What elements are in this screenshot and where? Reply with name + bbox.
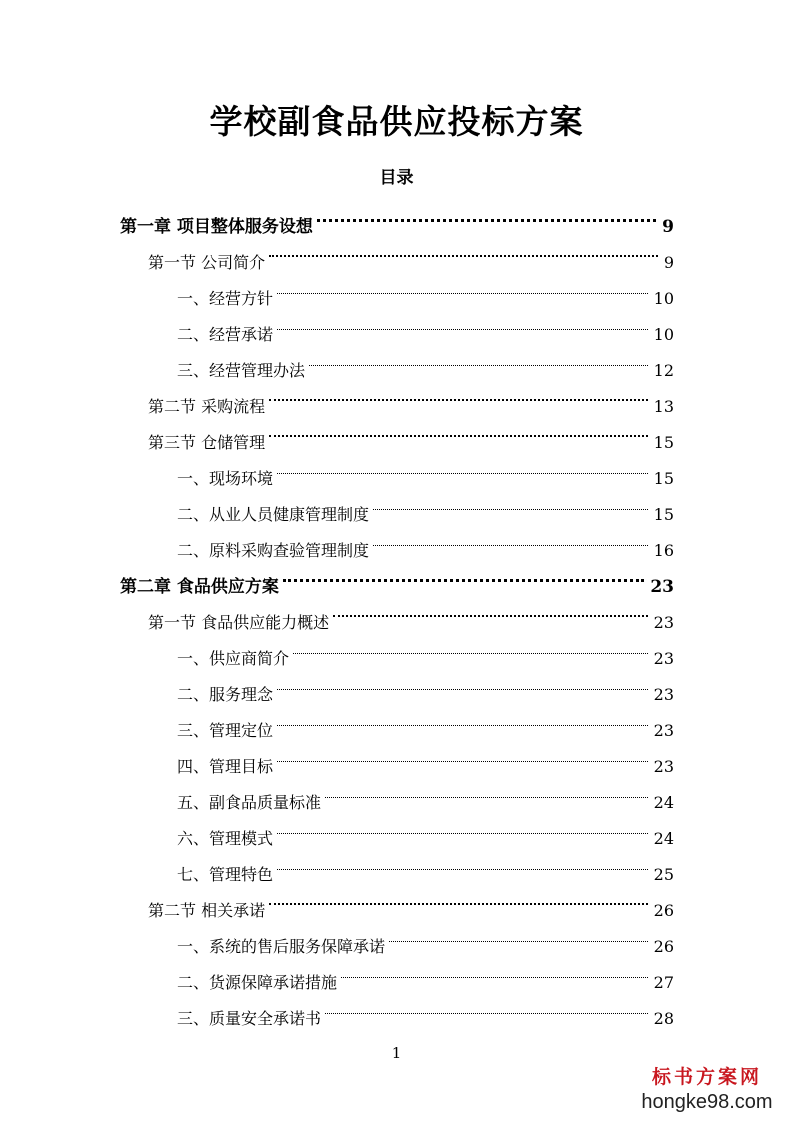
toc-dot-leader: [269, 376, 648, 412]
toc-entry-level-3[interactable]: [177, 340, 674, 380]
toc-entry-level-3[interactable]: [177, 736, 674, 776]
toc-entry-page-number: 15: [653, 433, 674, 452]
toc-entry-level-3[interactable]: [177, 844, 674, 884]
toc-entry-page-number: 23: [653, 649, 674, 668]
toc-entry-page-number: 15: [653, 469, 674, 488]
toc-dot-leader: [333, 592, 648, 628]
toc-entry-level-2[interactable]: [148, 232, 674, 272]
toc-entry-text: 一、经营方针: [177, 289, 274, 308]
toc-entry-text: 一、现场环境: [177, 469, 274, 488]
toc-entry-text: 一、系统的售后服务保障承诺: [177, 937, 386, 956]
toc-heading: 目录: [379, 168, 414, 188]
toc-entry-level-3[interactable]: [177, 628, 674, 668]
toc-entry-text: 六、管理模式: [177, 829, 274, 848]
toc-entry-level-3[interactable]: [177, 304, 674, 344]
toc-entry-level-3[interactable]: [177, 520, 674, 560]
toc-entry-level-3[interactable]: [177, 988, 674, 1028]
toc-dot-leader: [373, 484, 648, 520]
toc-entry-text: 第二节 采购流程: [148, 397, 266, 416]
toc-dot-leader: [277, 448, 648, 484]
toc-entry-text: 三、管理定位: [177, 721, 274, 740]
toc-entry-text: 二、经营承诺: [177, 325, 274, 344]
toc-entry-text: 一、供应商简介: [177, 649, 290, 668]
toc-entry-level-1[interactable]: [120, 196, 674, 237]
toc-dot-leader: [277, 664, 648, 700]
toc-entry-page-number: 23: [653, 685, 674, 704]
toc-entry-page-number: 9: [663, 253, 674, 272]
toc-entry-text: 五、副食品质量标准: [177, 793, 322, 812]
toc-entry-page-number: 15: [653, 505, 674, 524]
toc-entry-page-number: 13: [653, 397, 674, 416]
toc-entry-text: 第三节 仓储管理: [148, 433, 266, 452]
toc-entry-page-number: 26: [653, 901, 674, 920]
toc-entry-text: 二、原料采购查验管理制度: [177, 541, 370, 560]
toc-entry-level-3[interactable]: [177, 808, 674, 848]
toc-entry-text: 第二节 相关承诺: [148, 901, 266, 920]
toc-entry-page-number: 10: [653, 325, 674, 344]
toc-entry-level-3[interactable]: [177, 916, 674, 956]
toc-dot-leader: [269, 412, 648, 448]
toc-entry-page-number: 23: [653, 721, 674, 740]
toc-entry-text: 三、经营管理办法: [177, 361, 306, 380]
toc-dot-leader: [277, 808, 648, 844]
toc-entry-page-number: 10: [653, 289, 674, 308]
toc-entry-level-3[interactable]: [177, 448, 674, 488]
toc-entry-page-number: 28: [653, 1009, 674, 1028]
watermark-chinese-text: 标书方案网: [651, 1067, 762, 1088]
toc-entry-page-number: 16: [653, 541, 674, 560]
toc-entry-text: 二、服务理念: [177, 685, 274, 704]
toc-entry-page-number: 12: [653, 361, 674, 380]
toc-dot-leader: [269, 880, 648, 916]
toc-entry-text: 二、从业人员健康管理制度: [177, 505, 370, 524]
toc-entry-text: 四、管理目标: [177, 757, 274, 776]
toc-dot-leader: [277, 700, 648, 736]
toc-dot-leader: [269, 232, 658, 268]
toc-dot-leader: [309, 340, 648, 376]
toc-entry-level-3[interactable]: [177, 268, 674, 308]
toc-entry-level-3[interactable]: [177, 772, 674, 812]
toc-entry-page-number: 23: [650, 577, 674, 597]
toc-dot-leader: [277, 844, 648, 880]
document-title: 学校副食品供应投标方案: [209, 102, 584, 141]
toc-entry-text: 第二章 食品供应方案: [120, 577, 279, 597]
toc-entry-level-3[interactable]: [177, 484, 674, 524]
toc-entry-page-number: 23: [653, 613, 674, 632]
toc-dot-leader: [373, 520, 648, 556]
toc-dot-leader: [325, 988, 648, 1024]
watermark-url-text: hongke98.com: [641, 1091, 773, 1113]
toc-dot-leader: [277, 304, 648, 340]
toc-dot-leader: [389, 916, 648, 952]
toc-entry-level-2[interactable]: [148, 880, 674, 920]
toc-entry-text: 七、管理特色: [177, 865, 274, 884]
toc-entry-level-2[interactable]: [148, 592, 674, 632]
toc-entry-level-1[interactable]: [120, 556, 674, 597]
toc-entry-page-number: 9: [662, 217, 674, 237]
toc-entry-page-number: 24: [653, 793, 674, 812]
toc-entry-page-number: 23: [653, 757, 674, 776]
toc-dot-leader: [293, 628, 648, 664]
toc-entry-page-number: 26: [653, 937, 674, 956]
toc-entry-page-number: 24: [653, 829, 674, 848]
toc-dot-leader: [317, 196, 656, 232]
toc-entry-level-3[interactable]: [177, 700, 674, 740]
toc-entry-page-number: 25: [653, 865, 674, 884]
toc-entry-page-number: 27: [653, 973, 674, 992]
toc-dot-leader: [277, 736, 648, 772]
toc-entry-text: 第一节 公司简介: [148, 253, 266, 272]
toc-dot-leader: [341, 952, 648, 988]
toc-entry-level-3[interactable]: [177, 952, 674, 992]
toc-entry-text: 二、货源保障承诺措施: [177, 973, 338, 992]
toc-entry-text: 三、质量安全承诺书: [177, 1009, 322, 1028]
toc-entry-level-2[interactable]: [148, 412, 674, 452]
toc-dot-leader: [277, 268, 648, 304]
toc-entry-level-2[interactable]: [148, 376, 674, 416]
toc-entry-text: 第一章 项目整体服务设想: [120, 217, 313, 237]
toc-entry-level-3[interactable]: [177, 664, 674, 704]
watermark-logo: [637, 1066, 777, 1114]
toc-dot-leader: [325, 772, 648, 808]
page-number: 1: [391, 1044, 402, 1062]
toc-entry-text: 第一节 食品供应能力概述: [148, 613, 330, 632]
toc-dot-leader: [283, 556, 644, 592]
